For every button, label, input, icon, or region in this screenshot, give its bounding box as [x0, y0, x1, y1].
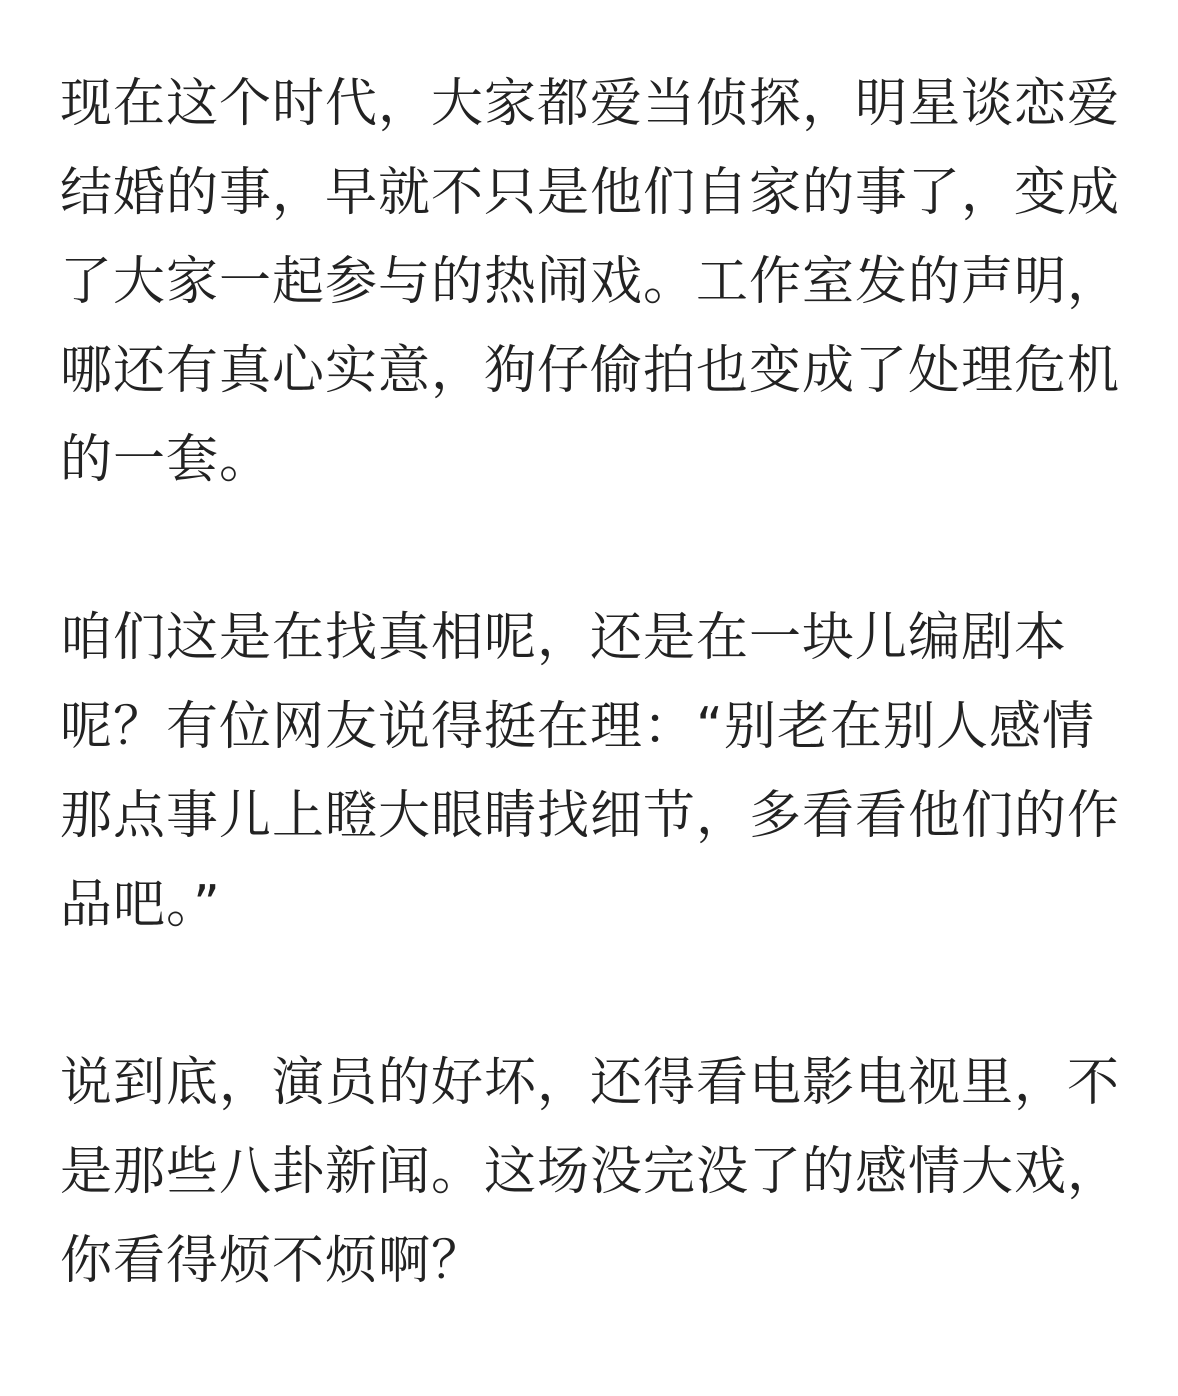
article-paragraph-1: 现在这个时代，大家都爱当侦探，明星谈恋爱结婚的事，早就不只是他们自家的事了，变成了大家一起参与的热闹戏。工作室发的声明，哪还有真心实意，狗仔偷拍也变成了处理危机的一套。 — [60, 74, 1121, 490]
article-paragraph-3: 说到底，演员的好坏，还得看电影电视里，不是那些八卦新闻。这场没完没了的感情大戏，你看得烦不烦啊？ — [60, 1053, 1121, 1291]
article-paragraph-2: 咱们这是在找真相呢，还是在一块儿编剧本呢？有位网友说得挺在理：“别老在别人感情那点事儿上瞪大眼睛找细节，多看看他们的作品吧。” — [60, 608, 1121, 935]
